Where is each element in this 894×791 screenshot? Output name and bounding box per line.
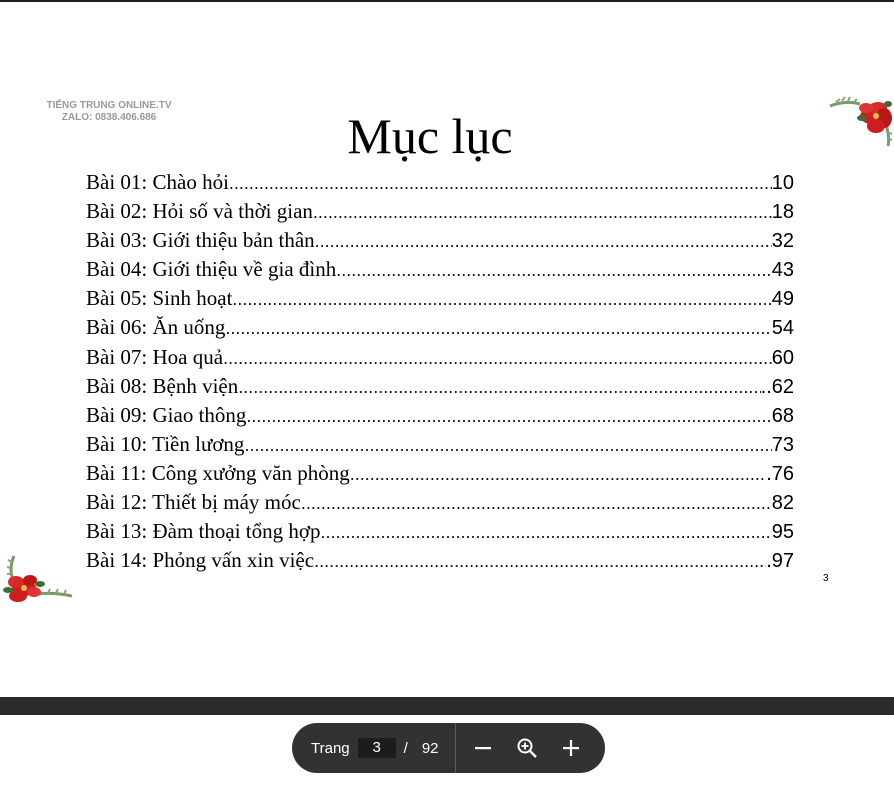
toc-entry-page: .97 xyxy=(766,550,794,573)
toc-entry-label: Bài 10: Tiền lương xyxy=(86,431,245,456)
toc-row xyxy=(86,459,846,488)
pdf-toolbar xyxy=(292,723,605,773)
watermark-line-2: ZALO: 0838.406.686 xyxy=(61,112,157,123)
watermark-line-1: TIẾNG TRUNG ONLINE.TV xyxy=(46,100,172,111)
toc-entry-label: Bài 06: Ăn uống xyxy=(86,315,226,340)
zoom-out-button[interactable] xyxy=(467,732,499,764)
fit-zoom-button[interactable] xyxy=(511,732,543,764)
toc-dot-leader xyxy=(229,169,772,198)
toc-entry-page: 54 xyxy=(771,317,794,340)
toc-row xyxy=(86,226,846,255)
toc-row xyxy=(86,401,846,430)
toc-entry-page: 73 xyxy=(771,433,794,456)
toc-entry-page: ..62 xyxy=(760,375,794,398)
toc-entry-page: 18 xyxy=(771,201,794,224)
toc-dot-leader xyxy=(314,547,766,576)
toolbar-divider xyxy=(455,723,456,773)
page-label: Trang xyxy=(311,739,350,757)
toc-row xyxy=(86,284,846,313)
zoom-icon xyxy=(516,737,538,759)
toc-dot-leader xyxy=(238,373,760,402)
toc-entry-label: Bài 04: Giới thiệu về gia đình xyxy=(86,257,337,282)
toc-entry-label: Bài 14: Phỏng vấn xin việc xyxy=(86,548,315,573)
toc-entry-label: Bài 05: Sinh hoạt xyxy=(86,286,233,311)
toc-row xyxy=(86,168,846,197)
toc-entry-label: Bài 07: Hoa quả xyxy=(86,344,224,369)
toc-row xyxy=(86,197,846,226)
toc-dot-leader xyxy=(246,402,771,431)
toc-dot-leader xyxy=(313,198,772,227)
page-gap xyxy=(0,697,894,715)
toc-entry-page: 95 xyxy=(771,521,794,544)
pdf-page xyxy=(0,2,894,697)
toc-dot-leader xyxy=(244,431,771,460)
toc-row xyxy=(86,488,846,517)
toc-entry-page: 10 xyxy=(771,172,794,194)
toc-entry-label: Bài 09: Giao thông xyxy=(86,402,247,427)
toc-entry-label: Bài 03: Giới thiệu bản thân xyxy=(86,228,315,253)
toc-entry-page: 68 xyxy=(771,404,794,427)
toc-dot-leader xyxy=(321,518,772,547)
toc-dot-leader xyxy=(223,344,772,373)
zoom-in-button[interactable] xyxy=(555,732,587,764)
toc-row xyxy=(86,343,846,372)
total-pages: 92 xyxy=(421,739,439,757)
toc-row xyxy=(86,372,846,401)
toc-entry-label: Bài 02: Hỏi số và thời gian xyxy=(86,199,313,224)
toc-entry-page: 82 xyxy=(771,492,794,515)
toc-entry-label: Bài 08: Bệnh viện xyxy=(86,373,239,398)
current-page-input[interactable] xyxy=(358,738,396,758)
toc-row xyxy=(86,313,846,342)
toc-row xyxy=(86,546,846,575)
plus-icon xyxy=(561,738,581,758)
toc-dot-leader xyxy=(301,489,772,518)
poinsettia-decoration-bottom-left xyxy=(0,552,76,610)
toc-row xyxy=(86,517,846,546)
toc-entry-label: Bài 11: Công xưởng văn phòng xyxy=(86,460,350,485)
toc-dot-leader xyxy=(232,285,771,314)
toc-entry-label: Bài 12: Thiết bị máy móc xyxy=(86,490,301,515)
toc-row xyxy=(86,430,846,459)
toc-dot-leader xyxy=(336,256,772,285)
toc-entry-label: Bài 13: Đàm thoại tổng hợp xyxy=(86,519,321,544)
page-number: 3 xyxy=(823,573,829,584)
toc-entry-page: 32 xyxy=(771,230,794,253)
toc-entry-page: 49 xyxy=(771,288,794,311)
page-separator: / xyxy=(403,739,408,757)
toc-dot-leader xyxy=(225,314,771,343)
table-of-contents xyxy=(86,168,846,575)
toc-entry-label: Bài 01: Chào hỏi xyxy=(86,170,229,194)
minus-icon xyxy=(473,738,493,758)
page-title: Mục lục xyxy=(347,108,513,164)
toc-dot-leader xyxy=(350,460,766,489)
toc-entry-page: .76 xyxy=(766,462,794,485)
toc-row xyxy=(86,255,846,284)
toc-entry-page: 43 xyxy=(771,259,794,282)
toc-entry-page: 60 xyxy=(771,346,794,369)
toc-dot-leader xyxy=(315,227,772,256)
